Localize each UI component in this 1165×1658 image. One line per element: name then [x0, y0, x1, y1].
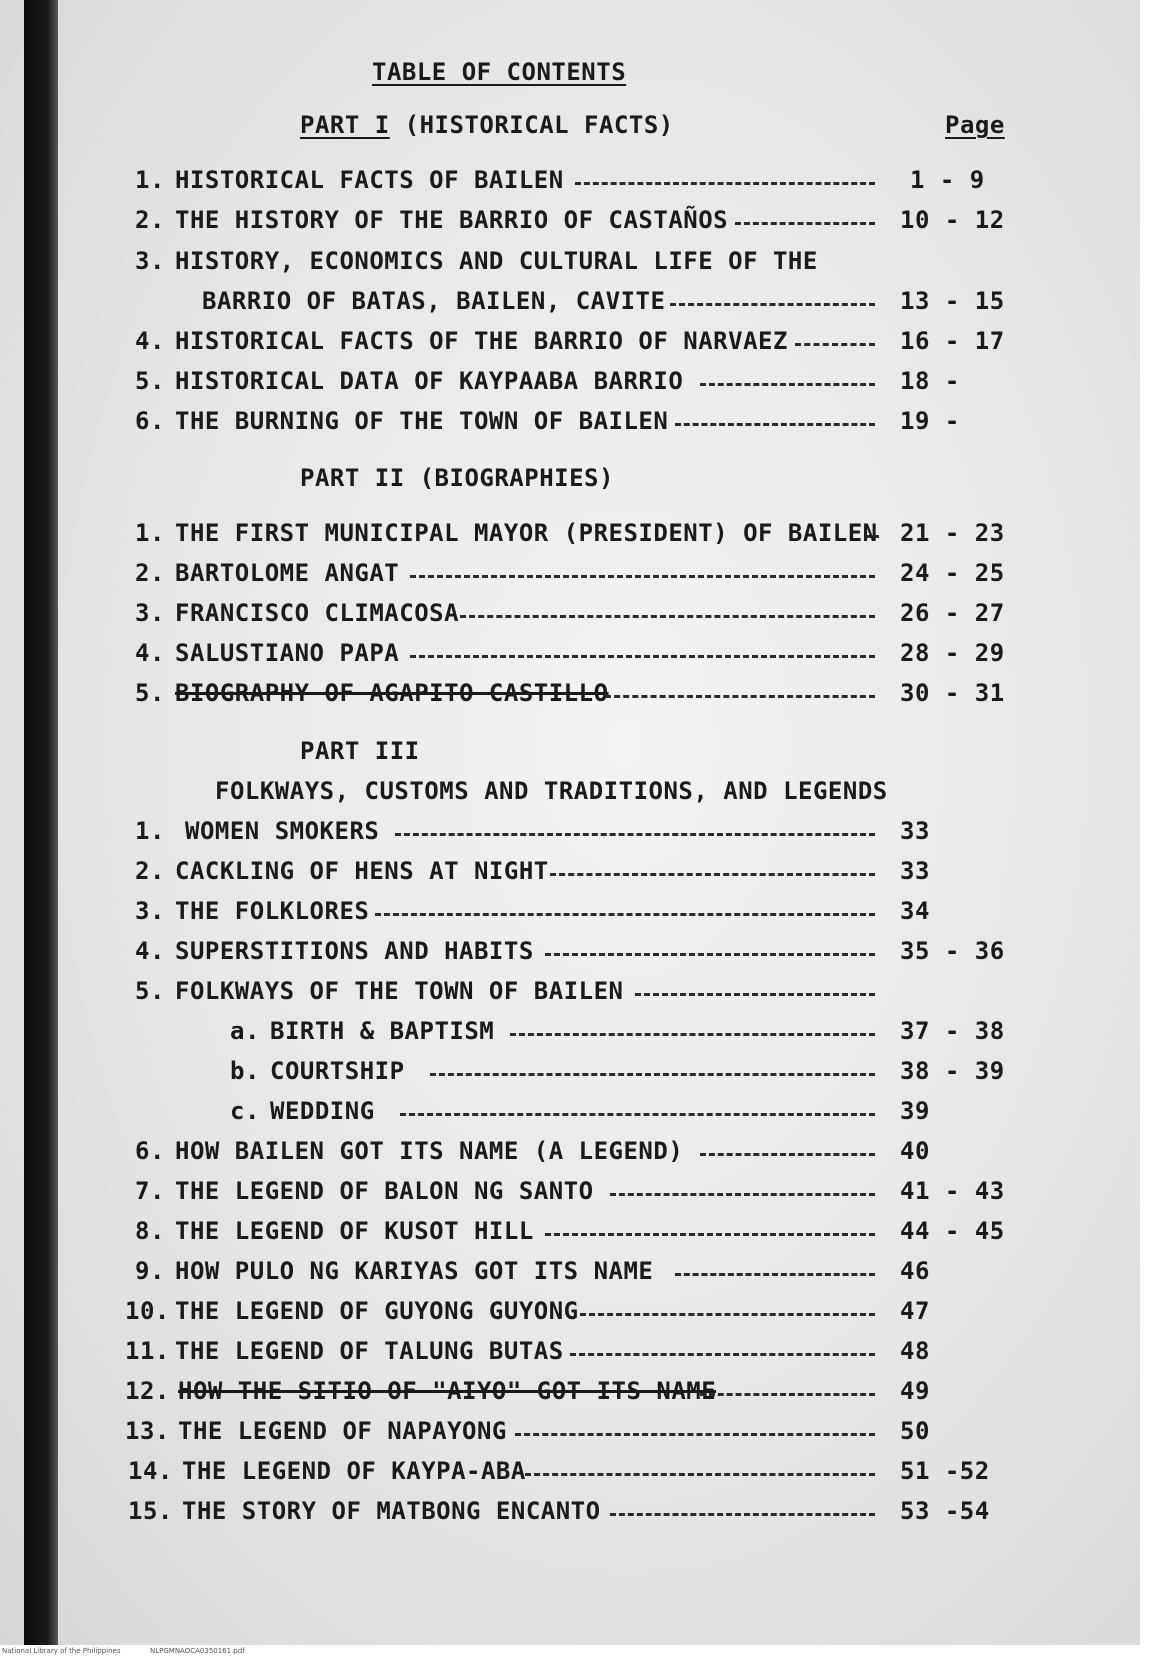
entry-number: 5.: [135, 679, 165, 707]
entry-pages: 50: [900, 1417, 930, 1445]
part-1-heading-label: PART I: [300, 111, 390, 139]
entry-number: 6.: [135, 407, 165, 435]
dot-leader: [510, 1033, 875, 1039]
entry-pages: 33: [900, 857, 930, 885]
dot-leader: [675, 1273, 875, 1279]
page-column-label: Page: [945, 111, 1005, 139]
entry-title: THE LEGEND OF TALUNG BUTAS: [175, 1337, 564, 1365]
footer-filename: NLPGMNAOCA0350161.pdf: [150, 1647, 245, 1655]
entry-pages: 34: [900, 897, 930, 925]
entry-number: 4.: [135, 327, 165, 355]
entry-number: 4.: [135, 937, 165, 965]
part-2-heading: PART II (BIOGRAPHIES): [300, 464, 614, 492]
dot-leader: [410, 575, 875, 581]
dot-leader: [400, 1113, 875, 1119]
dot-leader: [610, 1513, 875, 1519]
entry-title: HOW BAILEN GOT ITS NAME (A LEGEND): [175, 1137, 684, 1165]
entry-number: 2.: [135, 857, 165, 885]
dot-leader: [395, 833, 875, 839]
entry-title: SUPERSTITIONS AND HABITS: [175, 937, 534, 965]
dot-leader: [700, 383, 875, 389]
scan-footer: [0, 1645, 1165, 1658]
entry-number: 6.: [135, 1137, 165, 1165]
entry-pages: 26 - 27: [900, 599, 1005, 627]
entry-title: THE LEGEND OF GUYONG GUYONG: [175, 1297, 579, 1325]
part-1-heading-rest: (HISTORICAL FACTS): [389, 111, 674, 139]
entry-title: HISTORICAL FACTS OF BAILEN: [175, 166, 564, 194]
dot-leader: [460, 615, 875, 621]
entry-pages: 28 - 29: [900, 639, 1005, 667]
entry-title: THE LEGEND OF KAYPA-ABA: [182, 1457, 526, 1485]
entry-number: 9.: [135, 1257, 165, 1285]
entry-pages: 38 - 39: [900, 1057, 1005, 1085]
dot-leader: [430, 1073, 875, 1079]
entry-pages: 21 - 23: [900, 519, 1005, 547]
entry-title: BIOGRAPHY OF AGAPITO CASTILLO: [175, 679, 609, 707]
entry-title: THE LEGEND OF KUSOT HILL: [175, 1217, 534, 1245]
entry-title-continued: BARRIO OF BATAS, BAILEN, CAVITE: [202, 287, 666, 315]
subentry-letter: b.: [230, 1057, 260, 1085]
footer-source: National Library of the Philippines: [2, 1647, 121, 1655]
entry-number: 1.: [135, 817, 165, 845]
entry-number: 2.: [135, 559, 165, 587]
entry-title: HOW THE SITIO OF "AIYO" GOT ITS NAME: [178, 1377, 717, 1405]
toc-title: TABLE OF CONTENTS: [372, 58, 627, 86]
entry-number: 2.: [135, 206, 165, 234]
entry-pages: 46: [900, 1257, 930, 1285]
entry-title: THE FIRST MUNICIPAL MAYOR (PRESIDENT) OF BAILEN: [175, 519, 878, 547]
entry-title: COURTSHIP: [270, 1057, 405, 1085]
dot-leader: [575, 182, 875, 188]
entry-pages: 19 -: [900, 407, 960, 435]
entry-pages: 24 - 25: [900, 559, 1005, 587]
dot-leader: [670, 303, 875, 309]
dot-leader: [675, 423, 875, 429]
dot-leader: [375, 913, 875, 919]
dot-leader: [735, 222, 875, 228]
entry-title: THE HISTORY OF THE BARRIO OF CASTAÑOS: [175, 206, 729, 234]
entry-title: WOMEN SMOKERS: [185, 817, 380, 845]
entry-number: 13.: [125, 1417, 170, 1445]
part-3-subheading: FOLKWAYS, CUSTOMS AND TRADITIONS, AND LEGENDS: [215, 777, 888, 805]
dot-leader: [580, 1313, 875, 1319]
entry-title: HISTORY, ECONOMICS AND CULTURAL LIFE OF THE: [175, 247, 818, 275]
entry-pages: 40: [900, 1137, 930, 1165]
entry-number: 15.: [128, 1497, 173, 1525]
entry-number: 8.: [135, 1217, 165, 1245]
entry-pages: 33: [900, 817, 930, 845]
entry-title: HOW PULO NG KARIYAS GOT ITS NAME: [175, 1257, 654, 1285]
part-3-heading: PART III: [300, 737, 420, 765]
entry-pages: 18 -: [900, 367, 960, 395]
entry-number: 12.: [125, 1377, 170, 1405]
dot-leader: [700, 1153, 875, 1159]
dot-leader: [610, 1193, 875, 1199]
entry-title: WEDDING: [270, 1097, 375, 1125]
entry-pages: 13 - 15: [900, 287, 1005, 315]
scan-margin-right: [1140, 0, 1165, 1658]
dot-leader: [700, 1393, 875, 1399]
entry-number: 3.: [135, 897, 165, 925]
dot-leader: [865, 535, 879, 541]
entry-pages: 1 - 9: [910, 166, 985, 194]
entry-title: HISTORICAL FACTS OF THE BARRIO OF NARVAEZ: [175, 327, 788, 355]
subentry-letter: a.: [230, 1017, 260, 1045]
dot-leader: [605, 695, 875, 701]
entry-title: FRANCISCO CLIMACOSA: [175, 599, 460, 627]
entry-pages: 44 - 45: [900, 1217, 1005, 1245]
dot-leader: [525, 1473, 875, 1479]
entry-title: CACKLING OF HENS AT NIGHT: [175, 857, 549, 885]
entry-number: 10.: [125, 1297, 170, 1325]
entry-pages: 41 - 43: [900, 1177, 1005, 1205]
entry-pages: 49: [900, 1377, 930, 1405]
entry-title: SALUSTIANO PAPA: [175, 639, 400, 667]
entry-number: 4.: [135, 639, 165, 667]
entry-pages: 35 - 36: [900, 937, 1005, 965]
entry-number: 1.: [135, 519, 165, 547]
dot-leader: [545, 953, 875, 959]
dot-leader: [515, 1433, 875, 1439]
entry-pages: 47: [900, 1297, 930, 1325]
entry-number: 3.: [135, 599, 165, 627]
entry-title: THE LEGEND OF NAPAYONG: [178, 1417, 507, 1445]
entry-pages: 16 - 17: [900, 327, 1005, 355]
entry-title: FOLKWAYS OF THE TOWN OF BAILEN: [175, 977, 624, 1005]
entry-pages: 51 -52: [900, 1457, 990, 1485]
entry-pages: 37 - 38: [900, 1017, 1005, 1045]
dot-leader: [545, 1233, 875, 1239]
part-1-heading: [300, 105, 674, 145]
entry-title: BARTOLOME ANGAT: [175, 559, 400, 587]
entry-pages: 30 - 31: [900, 679, 1005, 707]
entry-title: THE STORY OF MATBONG ENCANTO: [182, 1497, 601, 1525]
dot-leader: [550, 873, 875, 879]
dot-leader: [635, 993, 875, 999]
entry-pages: 10 - 12: [900, 206, 1005, 234]
entry-pages: 39: [900, 1097, 930, 1125]
dot-leader: [795, 343, 875, 349]
entry-number: 5.: [135, 977, 165, 1005]
entry-number: 14.: [128, 1457, 173, 1485]
entry-number: 7.: [135, 1177, 165, 1205]
entry-number: 5.: [135, 367, 165, 395]
dot-leader: [410, 655, 875, 661]
entry-number: 1.: [135, 166, 165, 194]
entry-pages: 53 -54: [900, 1497, 990, 1525]
subentry-letter: c.: [230, 1097, 260, 1125]
entry-title: HISTORICAL DATA OF KAYPAABA BARRIO: [175, 367, 684, 395]
entry-pages: 48: [900, 1337, 930, 1365]
entry-title: THE BURNING OF THE TOWN OF BAILEN: [175, 407, 669, 435]
entry-title: THE LEGEND OF BALON NG SANTO: [175, 1177, 594, 1205]
entry-number: 3.: [135, 247, 165, 275]
entry-title: BIRTH & BAPTISM: [270, 1017, 495, 1045]
scan-binding-edge: [24, 0, 58, 1652]
dot-leader: [570, 1353, 875, 1359]
entry-title: THE FOLKLORES: [175, 897, 370, 925]
entry-number: 11.: [125, 1337, 170, 1365]
